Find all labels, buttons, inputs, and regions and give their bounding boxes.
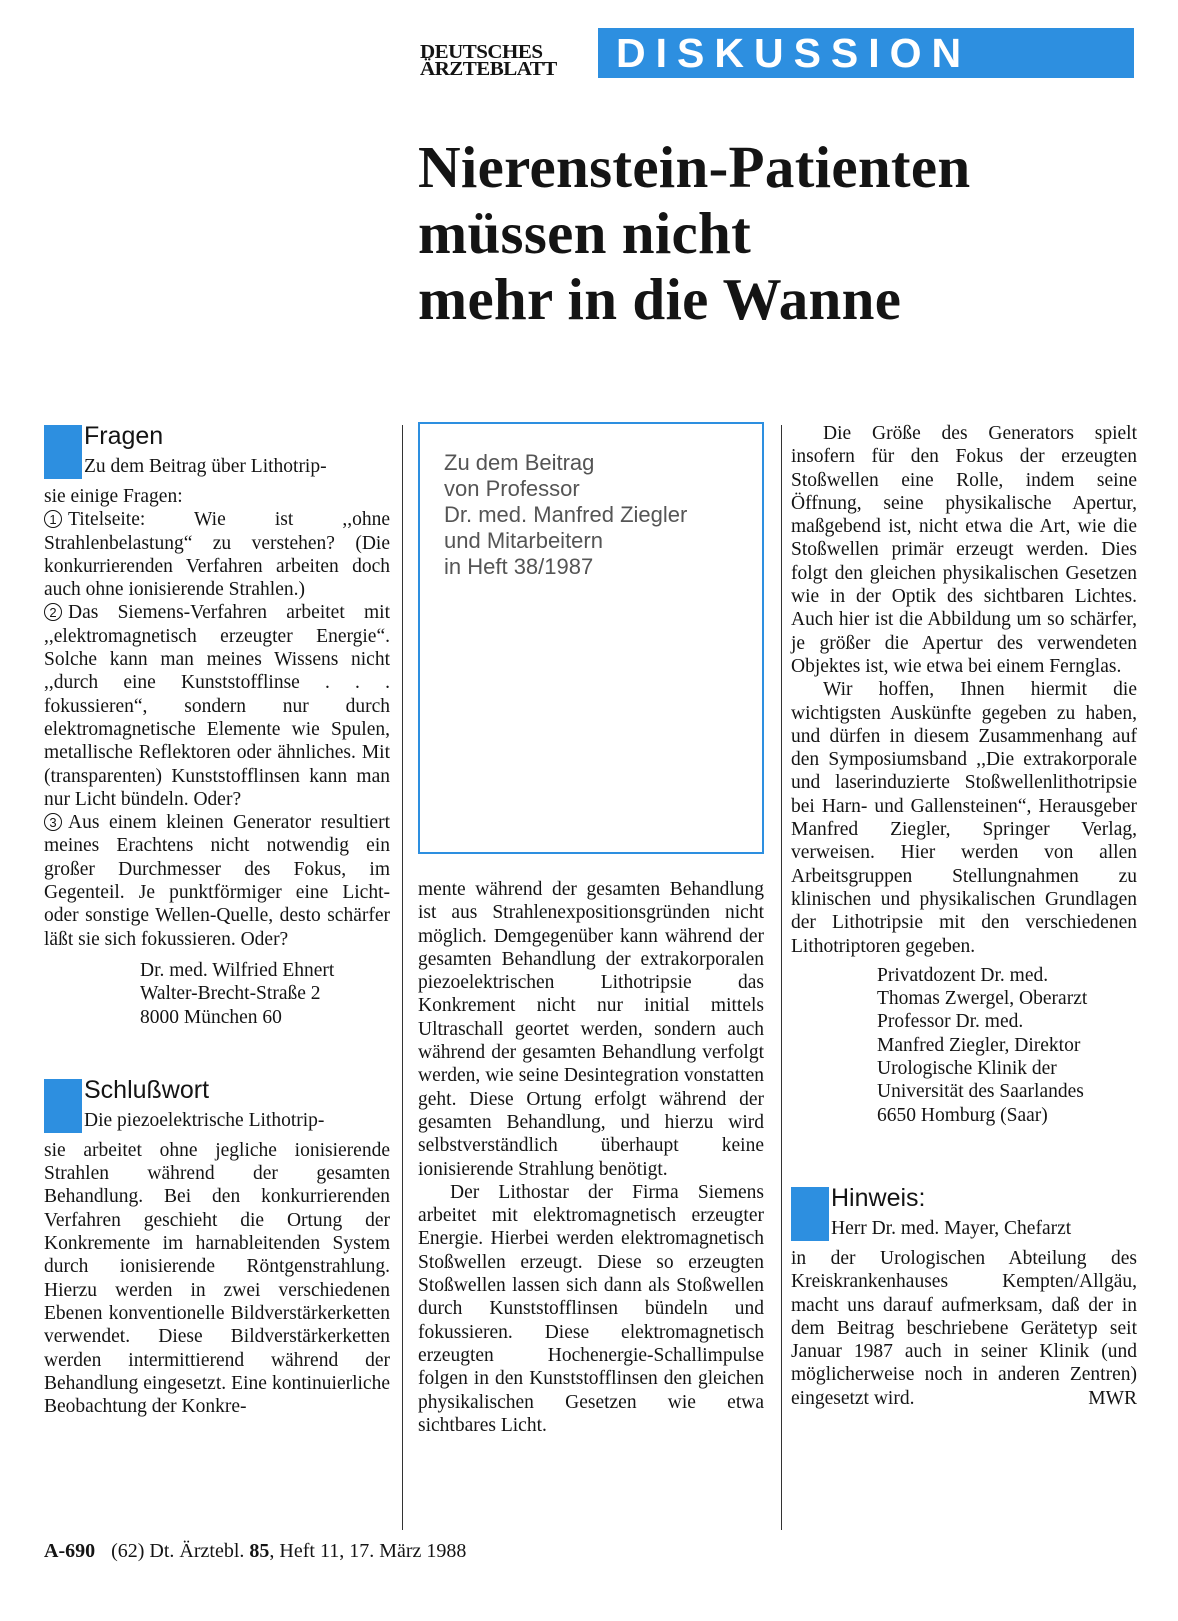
article-headline [418,134,970,332]
signature-line: Urologische Klinik der [877,1058,1057,1080]
section-fragen [44,422,390,479]
section-hinweis [791,1183,1137,1241]
info-line: in Heft 38/1987 [444,554,594,579]
section-lead-line: Herr Dr. med. Mayer, Chefarzt [831,1217,1072,1239]
question-1 [44,508,390,601]
section-title: Schlußwort [84,1075,210,1104]
info-line: von Professor [444,476,580,501]
info-box-text [444,450,687,580]
masthead-line-1: DEUTSCHES [420,41,543,63]
signature-line: Universität des Saarlandes [877,1081,1084,1103]
column-1 [44,422,390,1418]
citation: (62) Dt. Ärztebl. [111,1540,245,1562]
paragraph: Die Größe des Generators spielt insofern für den Fokus der erzeugten Stoßwellen eine Rolle, indem seine Öffnung, seine physikalische Apertur, maßgebend ist, nicht etwa die Art, wie die Stoßwellen primär erzeugt werden. Dies folgt den gleichen physikalischen Gesetzen wie in der Optik des sichtbaren Lichtes. Auch hier ist die Abbildung um so schärfer, je größer die Apertur des verwendeten Objektes ist, wie etwa bei einem Fernglas. [791,423,1137,677]
signature-line: Thomas Zwergel, Oberarzt [877,988,1088,1010]
column-3 [791,422,1137,1410]
section-title: Fragen [84,422,164,450]
page-footer [44,1540,466,1563]
signature-line: Manfred Ziegler, Direktor [877,1034,1081,1056]
number-circle-2: 2 [44,603,62,621]
issue-info: , Heft 11, 17. März 1988 [269,1540,467,1562]
paragraph: Der Lithostar der Firma Siemens arbeitet mit elektromagnetisch erzeugter Energie. Hierbei werden elektromagnetisch Stoßwellen erzeugt. Diese so erzeugten Stoßwellen lassen sich dann als Stoßwellen durch Kunststofflinsen bündeln und fokussieren. Diese elektromagnetisch erzeugten Hochenergie-Schallimpulse folgen in den Kunststofflinsen den gleichen physikalischen Gesetzen wie etwa sichtbares Licht. [418,1181,764,1436]
paragraph: mente während der gesamten Behandlung ist aus Strahlenexpositionsgründen nicht möglich. Demgegenüber kann während der gesamten Behandlung der extrakorporalen piezoelektrischen Lithotripsie das Konkrement nicht nur initial mittels Ultraschall geortet werden, sondern auch während der gesamten Behandlung verfolgt werden, wie seine Desintegration vonstatten geht. Diese Ortung erfolgt während der gesamten Behandlung, und hierzu wird selbstverständlich überhaupt keine ionisierende Strahlung benötigt. [418,879,764,1180]
signature-block-2 [791,964,1137,1127]
reference-info-box [418,422,764,854]
section-lead-line: Zu dem Beitrag über Lithotrip- [84,456,327,477]
headline-line-3: mehr in die Wanne [418,266,902,332]
info-line: und Mitarbeitern [444,528,603,553]
section-rubric: DISKUSSION [598,28,1134,78]
headline-line-1: Nierenstein-Patienten [418,134,971,200]
column-rule-1 [402,425,403,1530]
question-2-text: Das Siemens-Verfahren arbeitet mit ,,elektromagnetisch erzeugter Energie“. Solche kann man meines Wissens nicht ,,durch eine Kunststofflinse . . . fokussieren“, sondern nur durch elektromagnetische Elemente wie Spulen, metallische Reflektoren oder ähnliches. Mit (transparenten) Kunststofflinsen kann man nur Licht bündeln. Oder? [44,602,390,810]
section-marker-bar [791,1187,829,1241]
question-3-text: Aus einem kleinen Generator resultiert meines Erachtens nicht notwendig ein großer Durchmesser des Fokus, im Gegenteil. Je punktförmiger eine Licht- oder sonstige Wellen-Quelle, desto schärfer läßt sie sich fokussieren. Oder? [44,812,390,950]
question-1-text: Titelseite: Wie ist ,,ohne Strahlenbelastung“ zu verstehen? (Die konkurrierenden Verfahren arbeiten doch auch ohne ionisierende Strahlen.) [44,509,390,601]
number-circle-1: 1 [44,510,62,528]
column-rule-2 [781,425,782,1530]
signature-line: 8000 München 60 [140,1006,282,1028]
signature-line: 6650 Homburg (Saar) [877,1104,1048,1126]
volume-number: 85 [249,1540,270,1562]
paragraph: sie arbeitet ohne jegliche ionisierende Strahlen während der gesamten Behandlung. Bei den konkurrierenden Verfahren geschieht die Ortung der Konkremente im harnableitenden System durch ionisierende Röntgenstrahlung. Hierzu werden in zwei verschiedenen Ebenen konventionelle Bildverstärkerketten verwendet. Diese Bildverstärkerketten werden intermittierend während der Behandlung eingesetzt. Eine kontinuierliche Beobachtung der Konkre- [44,1139,390,1418]
section-schlusswort [44,1075,390,1133]
question-3 [44,811,390,951]
author-initials: MWR [1088,1387,1137,1409]
number-circle-3: 3 [44,813,62,831]
signature-line: Walter-Brecht-Straße 2 [140,983,321,1005]
signature-line: Dr. med. Wilfried Ehnert [140,959,335,981]
signature-line: Privatdozent Dr. med. [877,964,1049,986]
headline-line-2: müssen nicht [418,200,752,266]
section-marker-bar [44,1079,82,1133]
page-number: A-690 [44,1540,96,1562]
section-marker-bar [44,425,82,479]
info-line: Dr. med. Manfred Ziegler [444,502,688,527]
paragraph: sie einige Fragen: [44,486,183,507]
masthead-line-2: ÄRZTEBLATT [420,58,557,80]
column-2 [418,878,764,1437]
paragraph: Wir hoffen, Ihnen hiermit die wichtigsten Auskünfte gegeben zu haben, und dürfen in diesem Zusammenhang auf den Symposiumsband ,,Die extrakorporale und laserinduzierte Stoßwellenlithotripsie bei Harn- und Gallensteinen“, Herausgeber Manfred Ziegler, Springer Verlag, verweisen. Hier werden von allen Arbeitsgruppen Stellungnahmen zu klinischen und physikalischen Grundlagen der Lithotripsie mit den verschiedenen Lithotriptoren gegeben. [791,679,1137,957]
paragraph: in der Urologischen Abteilung des Kreiskrankenhauses Kempten/Allgäu, macht uns darauf aufmerksam, daß der in dem Beitrag beschriebene Gerätetyp seit Januar 1987 auch in seiner Klinik (und möglicherweise noch in anderen Zentren) eingesetzt wird. [791,1247,1137,1409]
info-line: Zu dem Beitrag [444,450,595,475]
section-lead-line: Die piezoelektrische Lithotrip- [84,1109,325,1131]
signature-block-1 [44,959,390,1029]
signature-line: Professor Dr. med. [877,1011,1024,1033]
section-title: Hinweis: [831,1183,926,1212]
question-2 [44,601,390,811]
journal-masthead [420,41,557,80]
